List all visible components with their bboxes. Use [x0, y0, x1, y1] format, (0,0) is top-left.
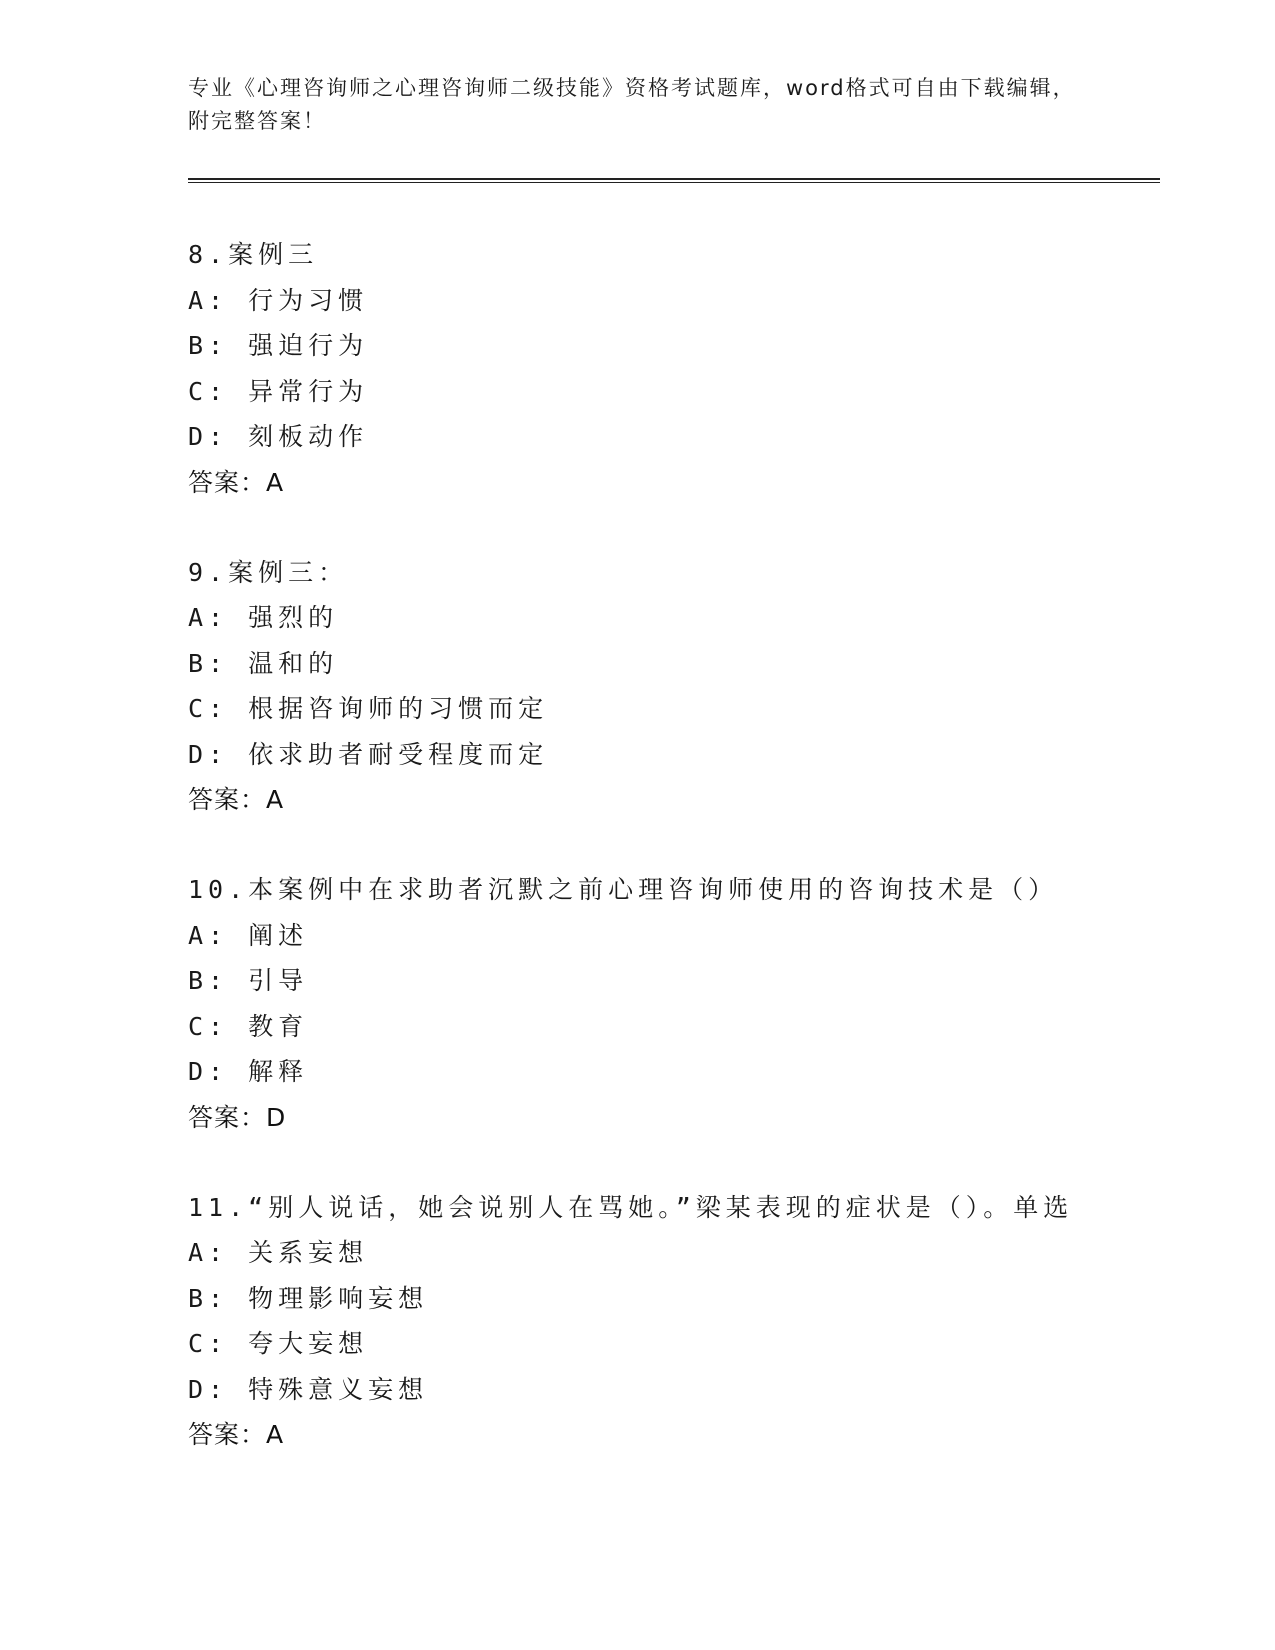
option-b: B: 物理影响妄想	[188, 1283, 429, 1313]
option-b: B: 强迫行为	[188, 331, 369, 360]
option-a: A: 强烈的	[188, 603, 339, 632]
answer-line: 答案：A	[188, 785, 285, 814]
question-list	[188, 232, 1148, 1502]
question-stem: 8.案例三	[188, 240, 319, 269]
question-item	[188, 867, 1148, 1140]
answer-line: 答案：A	[188, 467, 285, 497]
header-divider	[188, 178, 1160, 183]
option-a: A: 行为习惯	[188, 285, 369, 315]
question-stem: 9.案例三：	[188, 557, 349, 587]
option-d: D: 刻板动作	[188, 422, 369, 451]
answer-line: 答案：A	[188, 1420, 285, 1449]
option-c: C: 夸大妄想	[188, 1329, 369, 1358]
option-d: D: 特殊意义妄想	[188, 1374, 429, 1404]
document-header: 专业《心理咨询师之心理咨询师二级技能》资格考试题库，word格式可自由下载编辑，附完整答案！	[188, 76, 1076, 133]
question-item	[188, 550, 1148, 823]
option-c: C: 根据咨询师的习惯而定	[188, 694, 549, 723]
question-item	[188, 1185, 1148, 1458]
question-item	[188, 232, 1148, 505]
answer-line: 答案：D	[188, 1102, 287, 1132]
option-a: A: 阐述	[188, 920, 309, 950]
option-c: C: 异常行为	[188, 376, 369, 406]
option-b: B: 引导	[188, 966, 309, 995]
option-d: D: 解释	[188, 1057, 309, 1086]
question-stem: 11.“别人说话，她会说别人在骂她。”梁某表现的症状是（）。单选	[188, 1192, 1074, 1222]
question-stem: 10.本案例中在求助者沉默之前心理咨询师使用的咨询技术是（）	[188, 875, 1059, 904]
option-b: B: 温和的	[188, 648, 339, 678]
option-c: C: 教育	[188, 1011, 309, 1041]
option-a: A: 关系妄想	[188, 1238, 369, 1267]
option-d: D: 依求助者耐受程度而定	[188, 739, 549, 769]
